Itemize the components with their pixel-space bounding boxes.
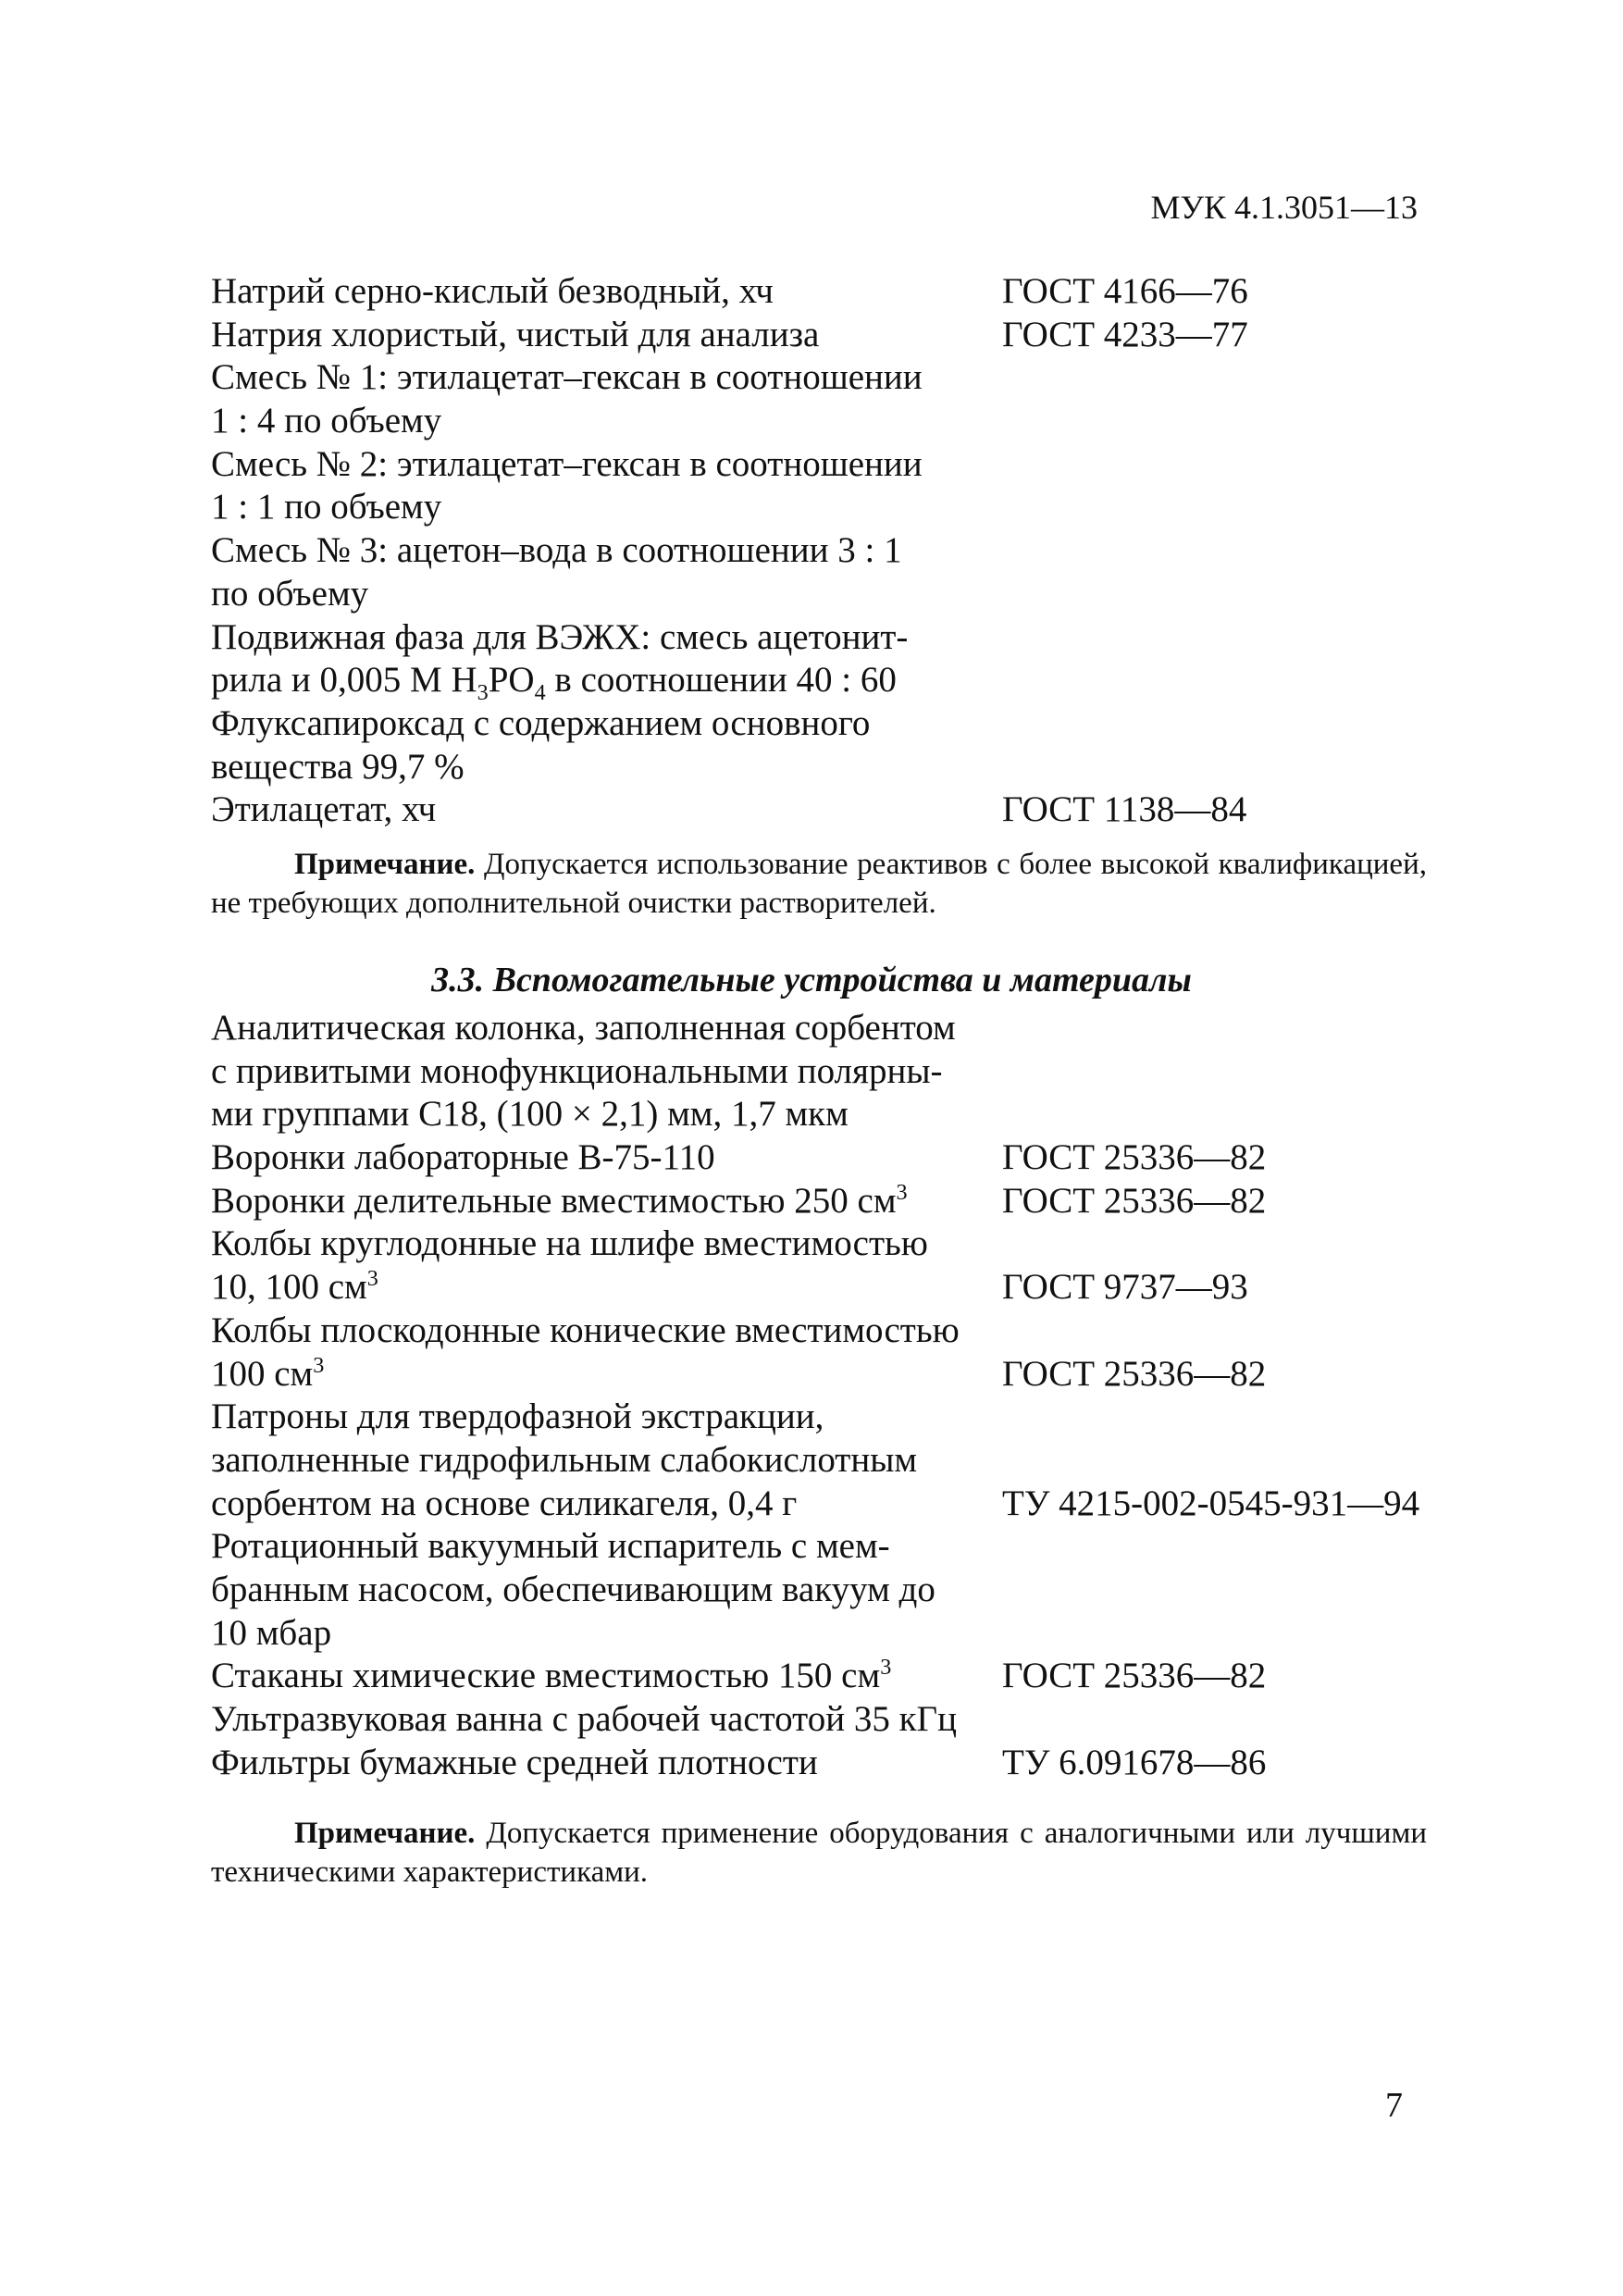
- material-row: [211, 1569, 1442, 1612]
- reagent-name: Этилацетат, хч: [211, 789, 437, 830]
- material-standard: ГОСТ 25336—82: [1002, 1137, 1267, 1178]
- material-standard: ГОСТ 9737—93: [1002, 1267, 1248, 1308]
- material-name: Колбы плоскодонные конические вместимостью: [211, 1309, 960, 1350]
- reagent-row: [211, 659, 1442, 705]
- material-row: [211, 1525, 1442, 1569]
- reagent-name: вещества 99,7 %: [211, 746, 465, 787]
- material-name: заполненные гидрофильным слабокислотным: [211, 1439, 918, 1480]
- material-standard: ТУ 6.091678—86: [1002, 1742, 1267, 1782]
- material-row: [211, 1483, 1442, 1526]
- material-row: [211, 1222, 1442, 1266]
- reagent-standard: ГОСТ 4166—76: [1002, 271, 1248, 311]
- note-label: Примечание.: [294, 848, 476, 881]
- reagent-name: Смесь № 1: этилацетат–гексан в соотношении: [211, 357, 923, 398]
- reagent-name: по объему: [211, 573, 369, 614]
- material-name: 10, 100 $см^3$: [211, 1266, 378, 1308]
- reagent-row: [211, 616, 1442, 660]
- reagent-row: [211, 356, 1442, 400]
- page-number: 7: [1385, 2086, 1403, 2125]
- reagent-row: [211, 702, 1442, 746]
- material-row: [211, 1050, 1442, 1094]
- material-row: [211, 1439, 1442, 1483]
- reagent-name: 1 : 1 по объему: [211, 487, 442, 527]
- reagent-name: Флуксапироксад с содержанием основного: [211, 702, 871, 743]
- material-name: Аналитическая колонка, заполненная сорбентом: [211, 1008, 956, 1048]
- reagent-row: [211, 573, 1442, 616]
- material-row: [211, 1309, 1442, 1353]
- material-name: 100 $см^3$: [211, 1352, 325, 1394]
- material-name: с привитыми монофункциональными полярны-: [211, 1050, 943, 1091]
- reagents-list: [211, 270, 1442, 832]
- reagent-standard: ГОСТ 1138—84: [1002, 789, 1247, 830]
- material-name: 10 мбар: [211, 1612, 332, 1653]
- note-text: Допускается применение оборудования с аналогичными или лучшими техническими характеристиками.: [211, 1817, 1427, 1889]
- reagents-note: [211, 845, 1427, 923]
- material-row: [211, 1698, 1442, 1742]
- reagent-row: [211, 270, 1442, 314]
- material-standard: ГОСТ 25336—82: [1002, 1656, 1267, 1696]
- reagent-name: Натрий серно-кислый безводный, хч: [211, 271, 774, 311]
- material-row: [211, 1180, 1442, 1223]
- note-text: Допускается использование реактивов с более высокой квалификацией, не требующих дополнительной очистки растворителей.: [211, 848, 1427, 920]
- material-name: Фильтры бумажные средней плотности: [211, 1742, 818, 1782]
- note-label: Примечание.: [294, 1817, 476, 1850]
- material-name: Колбы круглодонные на шлифе вместимостью: [211, 1223, 928, 1264]
- reagent-row: [211, 529, 1442, 573]
- reagent-row: [211, 400, 1442, 443]
- reagent-name: 1 : 4 по объему: [211, 401, 442, 441]
- material-row: [211, 1353, 1442, 1396]
- document-code: МУК 4.1.3051—13: [1150, 189, 1418, 226]
- section-title: 3.3. Вспомогательные устройства и материалы: [431, 961, 1192, 999]
- material-name: Воронки делительные вместимостью 250 $см^3$: [211, 1179, 908, 1221]
- material-name: сорбентом на основе силикагеля, 0,4 г: [211, 1483, 798, 1523]
- material-name: бранным насосом, обеспечивающим вакуум до: [211, 1569, 935, 1609]
- material-name: Ротационный вакуумный испаритель с мем-: [211, 1526, 890, 1567]
- material-row: [211, 1396, 1442, 1439]
- material-name: Стаканы химические вместимостью 150 $см^3$: [211, 1655, 892, 1696]
- material-standard: ГОСТ 25336—82: [1002, 1180, 1267, 1221]
- reagent-name: Смесь № 3: ацетон–вода в соотношении 3 : 1: [211, 530, 902, 571]
- reagent-row: [211, 486, 1442, 529]
- reagent-row: [211, 443, 1442, 487]
- reagent-name: Натрия хлористый, чистый для анализа: [211, 314, 820, 354]
- reagent-standard: ГОСТ 4233—77: [1002, 314, 1248, 354]
- material-name: Ультразвуковая ванна с рабочей частотой 35 кГц: [211, 1699, 957, 1739]
- material-row: [211, 1007, 1442, 1050]
- reagent-name: рила и 0,005 М $H_3PO_4$ в соотношении 40 : 60: [211, 660, 897, 705]
- material-name: ми группами С18, (100 × 2,1) мм, 1,7 мкм: [211, 1094, 849, 1135]
- material-row: [211, 1655, 1442, 1698]
- reagent-row: [211, 746, 1442, 789]
- material-row: [211, 1093, 1442, 1136]
- materials-list: [211, 1007, 1442, 1784]
- reagent-row: [211, 788, 1442, 832]
- material-name: Воронки лабораторные В-75-110: [211, 1137, 715, 1178]
- reagent-row: [211, 314, 1442, 357]
- material-row: [211, 1742, 1442, 1785]
- reagent-name: Подвижная фаза для ВЭЖХ: смесь ацетонит-: [211, 616, 909, 657]
- reagent-name: Смесь № 2: этилацетат–гексан в соотношении: [211, 443, 923, 484]
- material-standard: ТУ 4215-002-0545-931—94: [1002, 1483, 1420, 1523]
- material-name: Патроны для твердофазной экстракции,: [211, 1396, 824, 1437]
- material-row: [211, 1136, 1442, 1180]
- equipment-note: [211, 1814, 1427, 1892]
- material-row: [211, 1266, 1442, 1309]
- material-row: [211, 1612, 1442, 1656]
- material-standard: ГОСТ 25336—82: [1002, 1353, 1267, 1394]
